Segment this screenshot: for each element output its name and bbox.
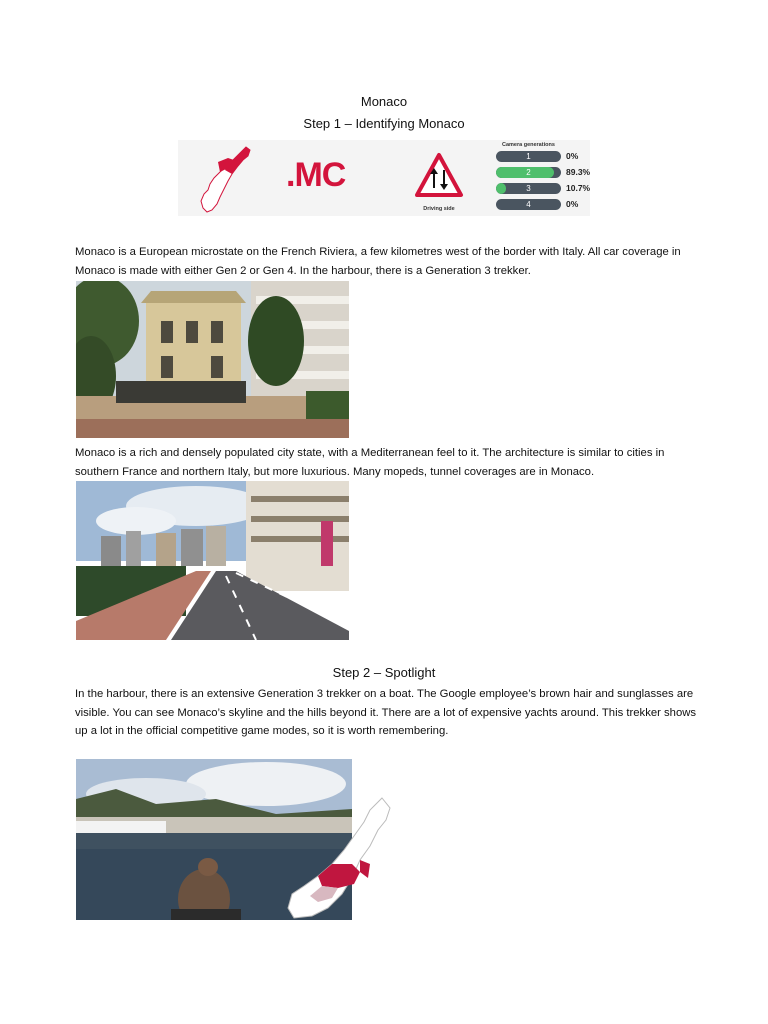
paragraph-intro: Monaco is a European microstate on the French Riviera, a few kilometres west of the border with Italy. All car coverage in Monaco is made with either Gen 2 or Gen 4. In the harbour, there is a Generation 3 trekker. [75, 246, 681, 277]
camera-generation-percent: 0% [566, 151, 579, 161]
monaco-location-map [282, 790, 394, 920]
driving-side-sign [414, 152, 464, 198]
camera-generation-number: 1 [526, 152, 531, 161]
page-title: Monaco [360, 94, 408, 109]
camera-generation-number: 2 [526, 168, 531, 177]
step2-heading: Step 2 – Spotlight [332, 665, 436, 680]
monaco-flag-map [198, 144, 258, 214]
camera-generation-bar [496, 199, 561, 210]
street-view-road-image [76, 481, 349, 640]
camera-generation-row [496, 183, 590, 194]
step1-heading: Step 1 – Identifying Monaco [303, 116, 465, 131]
camera-generation-percent: 10.7% [566, 183, 590, 193]
camera-generation-bar [496, 151, 561, 162]
camera-generations-label: Camera generations [502, 142, 555, 148]
camera-generation-fill [496, 183, 506, 194]
camera-generation-number: 4 [526, 200, 531, 209]
camera-generation-row [496, 151, 590, 162]
camera-generation-percent: 0% [566, 199, 579, 209]
camera-generation-row [496, 167, 590, 178]
camera-generation-bar [496, 167, 561, 178]
paragraph-architecture: Monaco is a rich and densely populated city state, with a Mediterranean feel to it. The architecture is similar to cities in southern France and northern Italy, but more luxurious. Many mopeds, tunnel coverages are in Monaco. [75, 447, 665, 478]
camera-generation-row [496, 199, 590, 210]
camera-generation-number: 3 [526, 184, 531, 193]
paragraph-spotlight: In the harbour, there is an extensive Generation 3 trekker on a boat. The Google employee’s brown hair and sunglasses are visible. You can see Monaco’s skyline and the hills beyond it. There are a lot of expensive yachts around. This trekker shows up a lot in the official competitive game modes, so it is worth remembering. [75, 688, 697, 738]
identification-banner [178, 140, 590, 216]
camera-generation-percent: 89.3% [566, 167, 590, 177]
camera-generation-bar [496, 183, 561, 194]
camera-generations-chart [496, 151, 590, 213]
domain-tld: .MC [286, 156, 346, 194]
driving-side-label: Driving side [423, 206, 455, 212]
street-view-villa-image [76, 281, 349, 438]
